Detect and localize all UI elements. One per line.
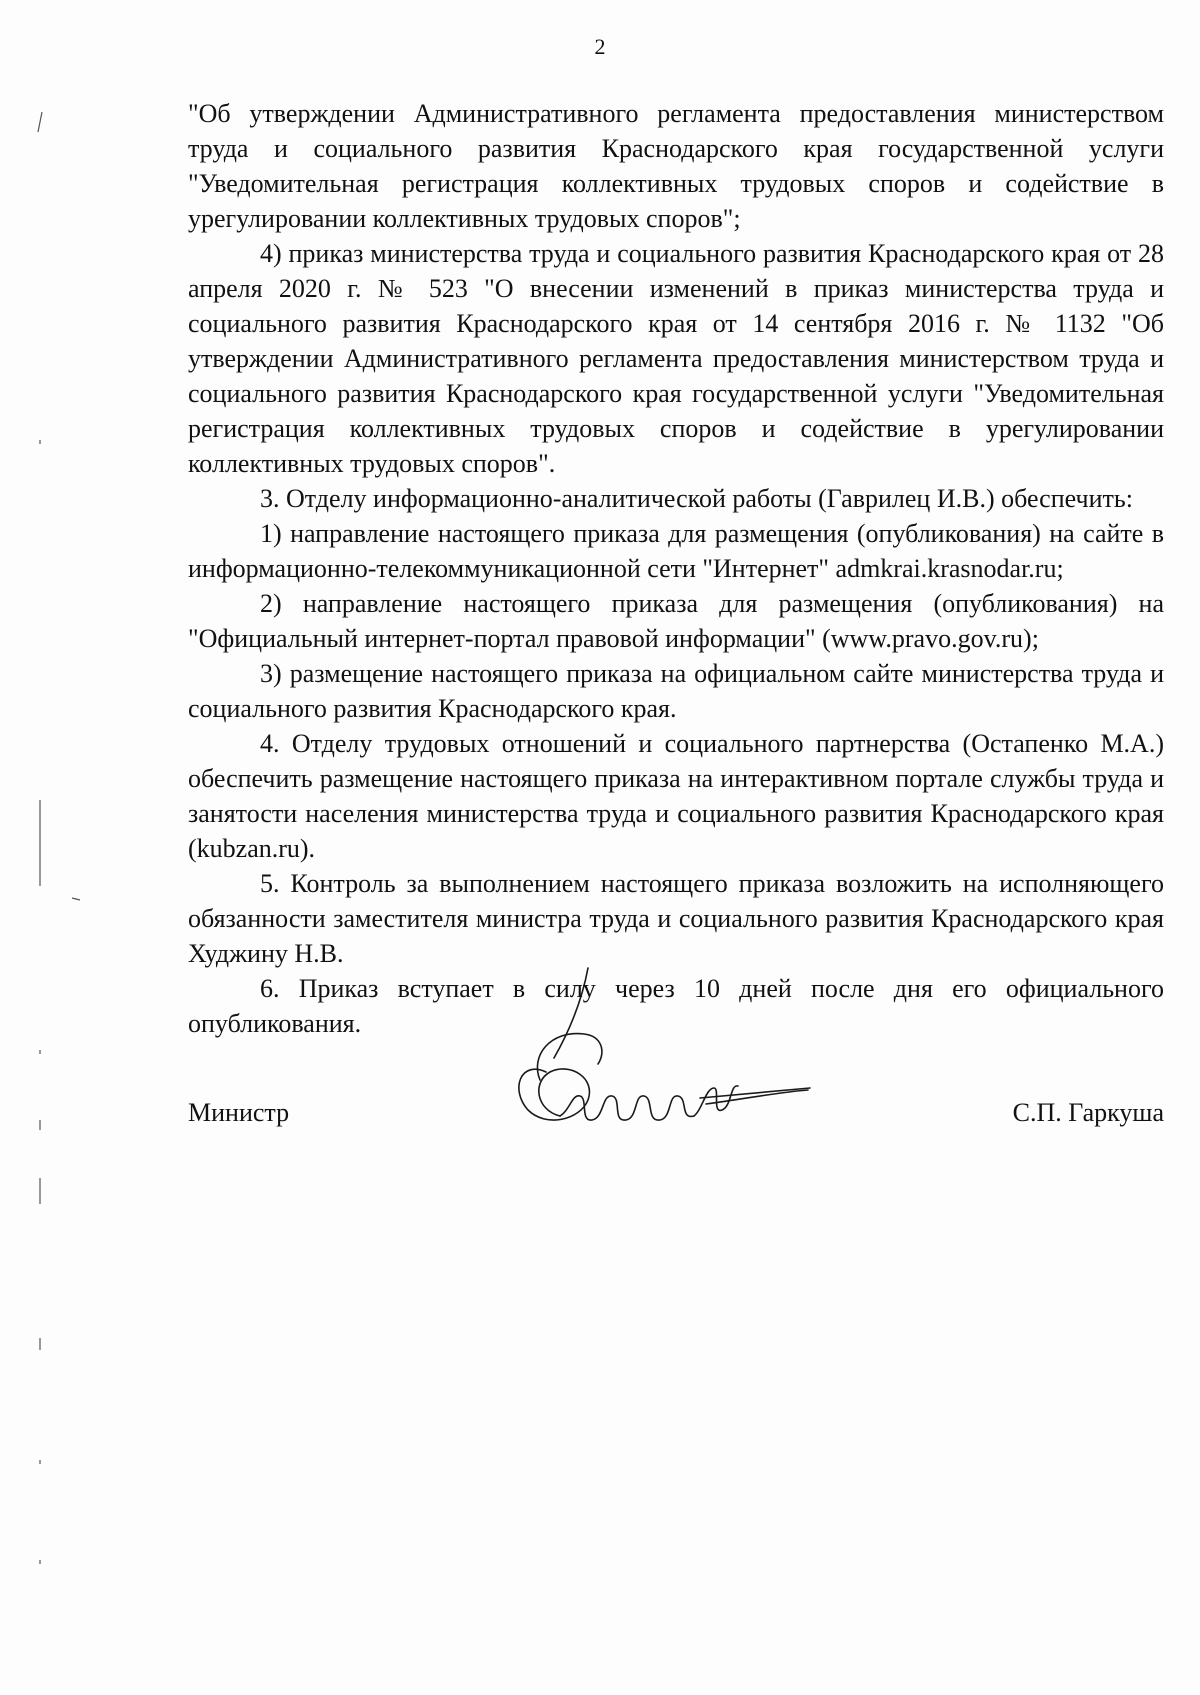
paragraph-section-3-item-1: 1) направление настоящего приказа для размещения (опубликования) на сайте в информационно-телекоммуникационной сети "Интернет" admkrai.krasnodar.ru; [188,519,1164,583]
document-body [188,96,1164,1041]
signatory-name: С.П. Гаркуша [1012,1098,1164,1127]
paragraph-section-3-item-3: 3) размещение настоящего приказа на официальном сайте министерства труда и социального развития Краснодарского края. [188,659,1164,723]
paragraph-section-3: 3. Отделу информационно-аналитической работы (Гаврилец И.В.) обеспечить: [260,484,1133,513]
page-number: 2 [594,34,606,59]
paragraph-item-4: 4) приказ министерства труда и социального развития Краснодарского края от 28 апреля 2020 г. № 523 "О внесении изменений в приказ министерства труда и социального развития Краснодарского края от 14 сентября 2016 г. № 1132 "Об утверждении Административного регламента предоставления министерством труда и социального развития Краснодарского края государственной услуги "Уведомительная регистрация коллективных трудовых споров и содействие в урегулировании коллективных трудовых споров". [188,239,1164,478]
signatory-role: Министр [188,1098,290,1127]
paragraph-section-5: 5. Контроль за выполнением настоящего приказа возложить на исполняющего обязанности заместителя министра труда и социального развития Краснодарского края Худжину Н.В. [188,869,1164,968]
paragraph-section-4: 4. Отделу трудовых отношений и социального партнерства (Остапенко М.А.) обеспечить размещение настоящего приказа на интерактивном портале службы труда и занятости населения министерства труда и социального развития Краснодарского края (kubzan.ru). [188,729,1164,863]
signature-block [188,1095,1164,1131]
paragraph-section-6: 6. Приказ вступает в силу через 10 дней после дня его официального опубликования. [188,974,1164,1038]
paragraph-continuation: "Об утверждении Административного регламента предоставления министерством труда и социального развития Краснодарского края государственной услуги "Уведомительная регистрация коллективных трудовых споров и содействие в урегулировании коллективных трудовых споров"; [188,99,1164,233]
paragraph-section-3-item-2: 2) направление настоящего приказа для размещения (опубликования) на "Официальный интернет-портал правовой информации" (www.pravo.gov.ru); [188,589,1164,653]
